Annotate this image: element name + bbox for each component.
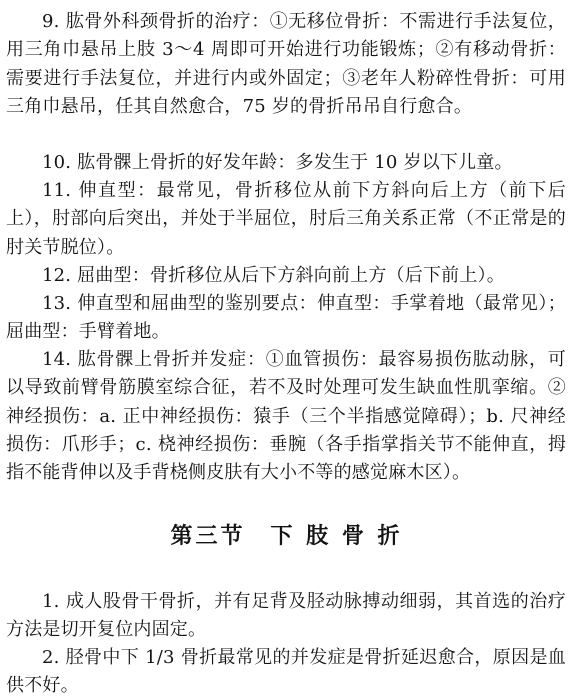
paragraph-1: 1. 成人股骨干骨折，并有足背及胫动脉搏动细弱，其首选的治疗方法是切开复位内固定。	[6, 591, 566, 641]
paragraph-9: 9. 肱骨外科颈骨折的治疗：①无移位骨折：不需进行手法复位，用三角巾悬吊上肢 3～4 周即可开始进行功能锻炼；②有移动骨折：需要进行手法复位，并进行内或外固定；③老年人粉碎性骨折：可用三角巾悬吊，任其自然愈合，75 岁的骨折吊吊自行愈合。	[6, 11, 566, 117]
paragraph-10: 10. 肱骨髁上骨折的好发年龄：多发生于 10 岁以下儿童。	[42, 152, 513, 173]
paragraph-2: 2. 胫骨中下 1/3 骨折最常见的并发症是骨折延迟愈合，原因是血供不好。	[6, 647, 566, 697]
paragraph-11: 11. 伸直型：最常见，骨折移位从前下方斜向后上方（前下后上），肘部向后突出，并处于半屈位，肘后三角关系正常（不正常是的肘关节脱位）。	[6, 180, 566, 258]
paragraph-14: 14. 肱骨髁上骨折并发症：①血管损伤：最容易损伤肱动脉，可以导致前臂骨筋膜室综合征，若不及时处理可发生缺血性肌挛缩。②神经损伤：a. 正中神经损伤：猿手（三个半指感觉障碍）；b. 尺神经损伤：爪形手；c. 桡神经损伤：垂腕（各手指掌指关节不能伸直，拇指不能背伸以及手背桡侧皮肤有大小不等的感觉麻木区）。	[6, 349, 567, 484]
section-title: 第三节 下 肢 骨 折	[170, 524, 403, 549]
paragraph-12: 12. 屈曲型：骨折移位从后下方斜向前上方（后下前上）。	[42, 265, 505, 286]
paragraph-13: 13. 伸直型和屈曲型的鉴别要点：伸直型：手掌着地（最常见）；屈曲型：手臂着地。	[6, 293, 566, 343]
